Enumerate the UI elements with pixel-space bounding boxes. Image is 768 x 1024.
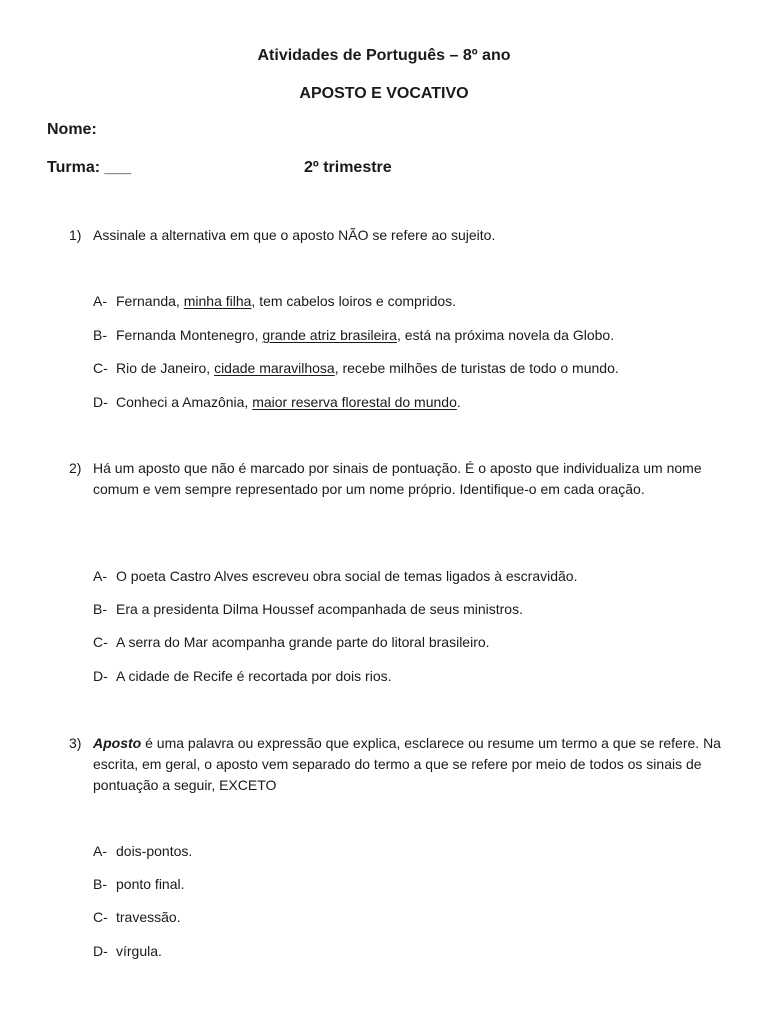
option-text: dois-pontos. [116,843,193,859]
name-label: Nome: [47,121,97,138]
question-number: 3) [69,735,82,751]
option-text: Conheci a Amazônia, maior reserva florestal do mundo. [116,394,461,410]
aposto-term: Aposto [93,735,142,751]
option-text: Rio de Janeiro, cidade maravilhosa, recebe milhões de turistas de todo o mundo. [116,360,619,376]
option-text: travessão. [116,909,181,925]
option-text: Fernanda Montenegro, grande atriz brasileira, está na próxima novela da Globo. [116,327,615,343]
document-title: Atividades de Português – 8º ano [257,47,511,64]
option-text: ponto final. [116,876,185,892]
option-letter: A- [93,843,107,859]
question-number: 2) [69,460,82,476]
option-text: vírgula. [116,943,162,959]
option-letter: C- [93,909,108,925]
question-text: Há um aposto que não é marcado por sinais de pontuação. É o aposto que individualiza um nome comum e vem sempre representado por um nome próprio. Identifique-o em cada oração. [93,460,702,497]
option-text: O poeta Castro Alves escreveu obra social de temas ligados à escravidão. [116,568,578,584]
option-letter: D- [93,394,108,410]
underlined-aposto: maior reserva florestal do mundo [252,394,457,410]
option-letter: C- [93,634,108,650]
option-text: Fernanda, minha filha, tem cabelos loiros e compridos. [116,293,457,309]
underlined-aposto: grande atriz brasileira [262,327,397,343]
underlined-aposto: minha filha [183,293,252,309]
document-subtitle: APOSTO E VOCATIVO [299,85,469,102]
class-label: Turma: ___ [47,159,132,176]
underlined-aposto: cidade maravilhosa [214,360,335,376]
option-text: A cidade de Recife é recortada por dois rios. [116,668,392,684]
option-letter: B- [93,327,107,343]
option-text: Era a presidenta Dilma Houssef acompanhada de seus ministros. [116,601,523,617]
option-letter: B- [93,876,107,892]
option-letter: D- [93,668,108,684]
option-letter: C- [93,360,108,376]
option-text: A serra do Mar acompanha grande parte do litoral brasileiro. [116,634,490,650]
option-letter: A- [93,568,107,584]
question-text: Assinale a alternativa em que o aposto NÃO se refere ao sujeito. [93,227,496,243]
option-letter: D- [93,943,108,959]
question-text: Aposto é uma palavra ou expressão que explica, esclarece ou resume um termo a que se refere. Na escrita, em geral, o aposto vem separado do termo a que se refere por meio de todos os sinais de pontuação a seguir, EXCETO [93,735,721,793]
term-label: 2º trimestre [304,159,392,176]
option-letter: B- [93,601,107,617]
question-number: 1) [69,227,82,243]
option-letter: A- [93,293,107,309]
